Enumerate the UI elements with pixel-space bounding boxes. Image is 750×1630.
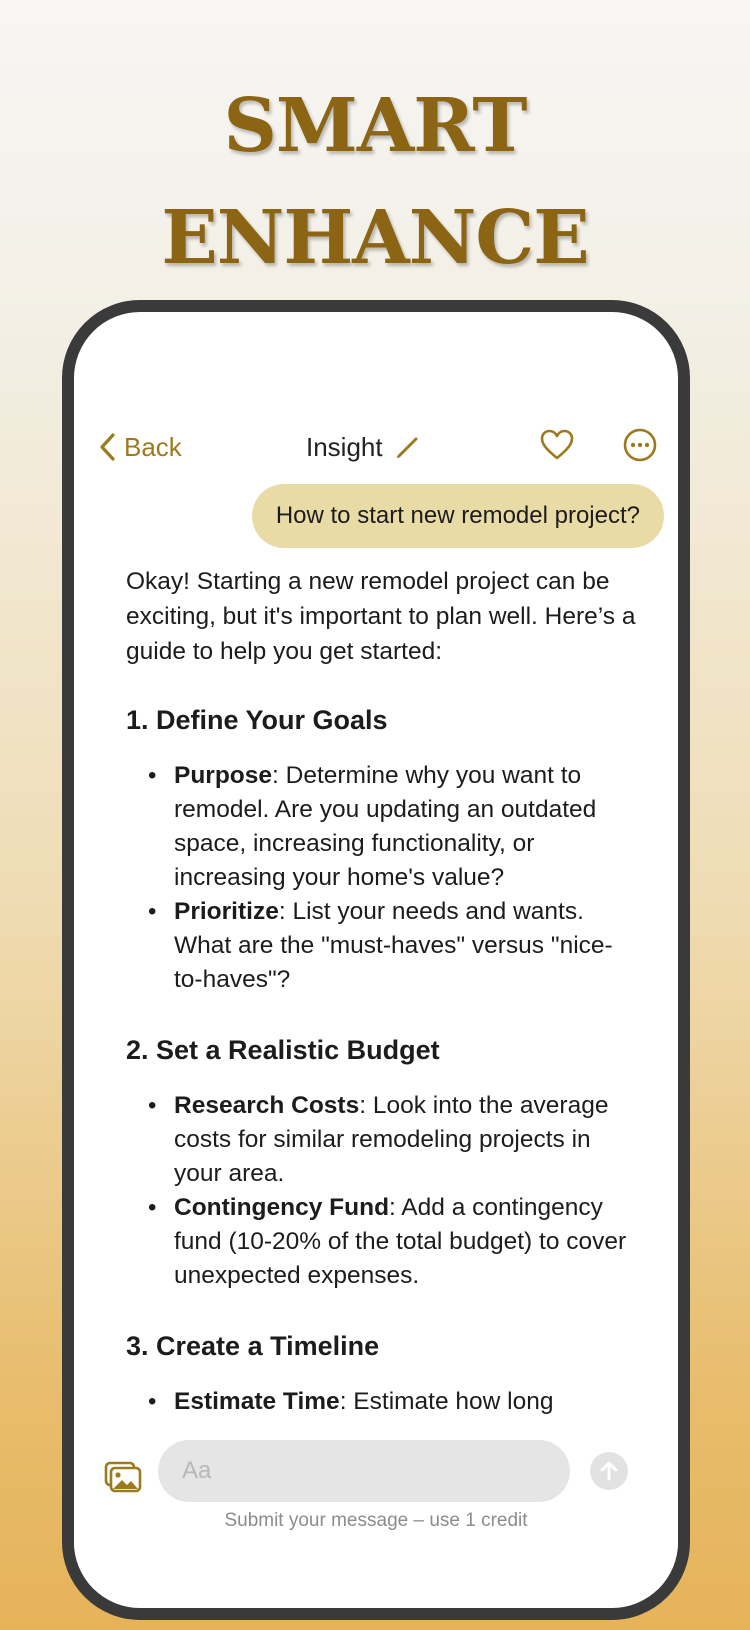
nav-bar — [74, 422, 678, 472]
assistant-response — [126, 564, 636, 1419]
section-list — [126, 759, 636, 997]
back-label: Back — [124, 431, 182, 462]
message-input[interactable] — [158, 1440, 570, 1502]
headline-line-2: ENHANCE — [161, 195, 589, 281]
item-text: : Add a contingency fund (10-20% of the total budget) to cover unexpected expenses. — [174, 1194, 627, 1289]
item-text: : Determine why you want to remodel. Are you updating an outdated space, increasing functionality, or increasing your home's value? — [174, 762, 597, 891]
section-heading: 2. Set a Realistic Budget — [126, 1035, 440, 1065]
send-arrow-icon — [598, 1460, 620, 1482]
item-text: : List your needs and wants. What are the "must-haves" versus "nice-to-haves"? — [174, 898, 613, 993]
list-item — [126, 1385, 636, 1419]
list-item — [126, 1191, 636, 1293]
section-heading: 3. Create a Timeline — [126, 1331, 380, 1361]
section-list — [126, 1089, 636, 1293]
send-button[interactable] — [590, 1452, 628, 1490]
section-heading: 1. Define Your Goals — [126, 705, 388, 735]
item-term: Prioritize — [174, 898, 279, 925]
item-term: Purpose — [174, 762, 273, 789]
section-list — [126, 1385, 636, 1419]
gallery-icon[interactable] — [104, 1461, 142, 1493]
list-item — [126, 1089, 636, 1191]
headline-line-1: SMART — [223, 83, 527, 169]
list-item — [126, 759, 636, 895]
chat-title[interactable] — [306, 422, 421, 472]
response-intro: Okay! Starting a new remodel project can be exciting, but it's important to plan well. Here’s a guide to help you get started: — [126, 568, 636, 665]
message-placeholder: Aa — [182, 1457, 212, 1484]
composer-bar — [74, 1440, 678, 1590]
item-text: : Look into the average costs for similar remodeling projects in your area. — [174, 1092, 609, 1187]
user-message-bubble: How to start new remodel project? — [252, 484, 664, 548]
back-button[interactable] — [98, 422, 182, 472]
phone-frame — [62, 300, 690, 1620]
item-term: Estimate Time — [174, 1388, 340, 1415]
chevron-left-icon — [98, 432, 116, 462]
list-item — [126, 895, 636, 997]
item-text: : Estimate how long — [339, 1388, 554, 1415]
more-icon[interactable] — [622, 427, 658, 463]
pencil-icon — [395, 434, 421, 460]
item-term: Research Costs — [174, 1092, 360, 1119]
heart-icon[interactable] — [540, 429, 574, 461]
chat-title-text: Insight — [306, 431, 383, 462]
item-term: Contingency Fund — [174, 1194, 390, 1221]
credit-hint: Submit your message – use 1 credit — [224, 1510, 528, 1531]
promo-headline — [0, 70, 750, 294]
